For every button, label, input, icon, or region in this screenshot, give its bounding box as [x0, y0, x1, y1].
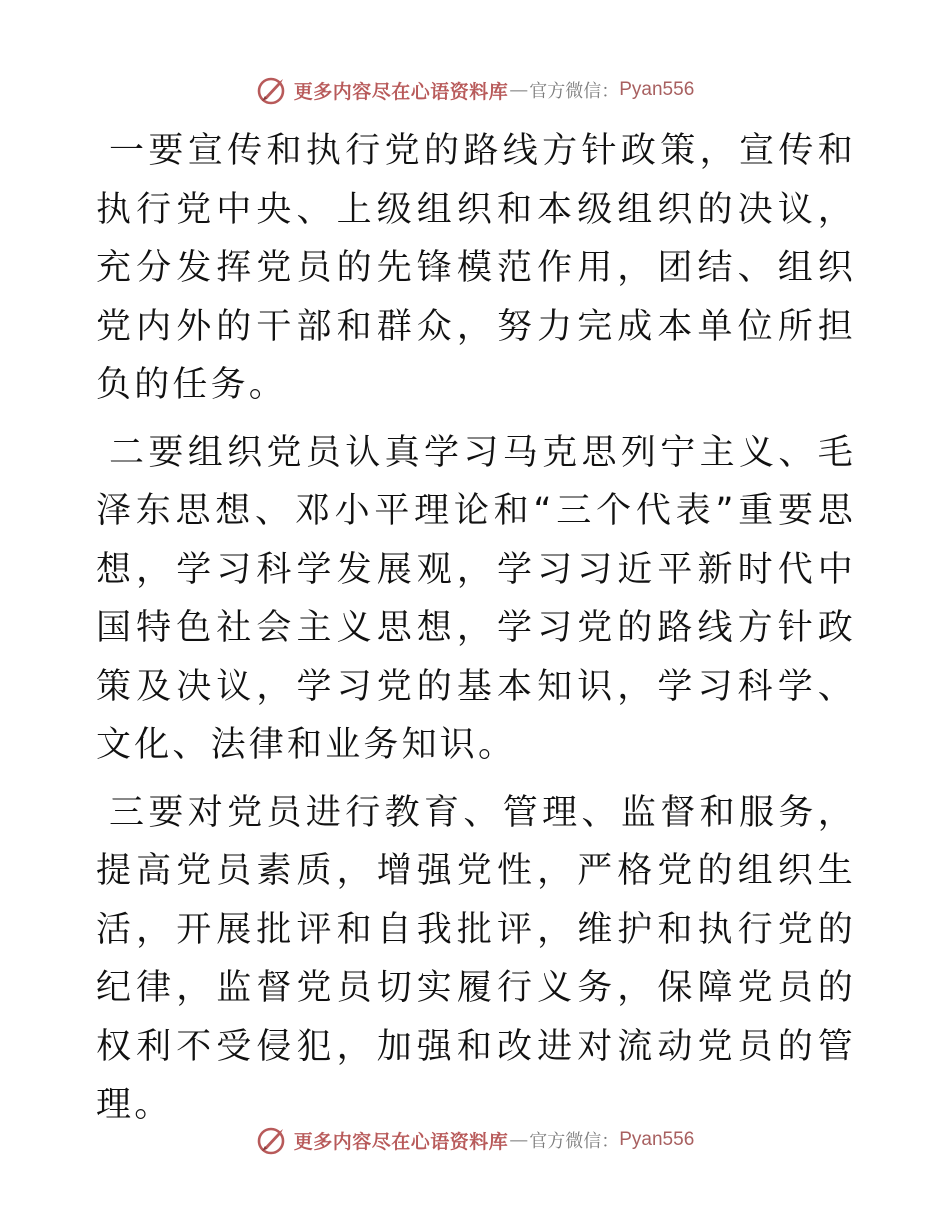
- document-body: [96, 122, 856, 1144]
- footer-dash: —: [509, 1129, 529, 1151]
- footer-wechat-id: Pyan556: [619, 1129, 695, 1150]
- paragraph-3: 三要对党员进行教育、管理、监督和服务，提高党员素质，增强党性，严格党的组织生活，开展批评和自我批评，维护和执行党的纪律，监督党员切实履行义务，保障党员的权利不受侵犯，加强和改进对流动党员的管理。: [96, 792, 856, 1125]
- header-site-text: 更多内容尽在心语资料库: [293, 80, 509, 103]
- pen-circle-logo-icon: [256, 74, 288, 106]
- pen-circle-logo-icon: [256, 1124, 288, 1156]
- header-watermark: [0, 70, 950, 110]
- header-wechat-label: 官方微信：: [529, 81, 620, 102]
- footer-wechat-label: 官方微信：: [529, 1131, 620, 1152]
- header-dash: —: [509, 79, 529, 101]
- paragraph-1: 一要宣传和执行党的路线方针政策，宣传和执行党中央、上级组织和本级组织的决议，充分发挥党员的先锋模范作用，团结、组织党内外的干部和群众，努力完成本单位所担负的任务。: [96, 131, 856, 405]
- footer-watermark: [0, 1120, 950, 1160]
- footer-site-text: 更多内容尽在心语资料库: [293, 1130, 509, 1153]
- paragraph-2: 二要组织党员认真学习马克思列宁主义、毛泽东思想、邓小平理论和“三个代表”重要思想，学习科学发展观，学习习近平新时代中国特色社会主义思想，学习党的路线方针政策及决议，学习党的基本知识，学习科学、文化、法律和业务知识。: [96, 432, 856, 765]
- header-wechat-id: Pyan556: [619, 79, 695, 100]
